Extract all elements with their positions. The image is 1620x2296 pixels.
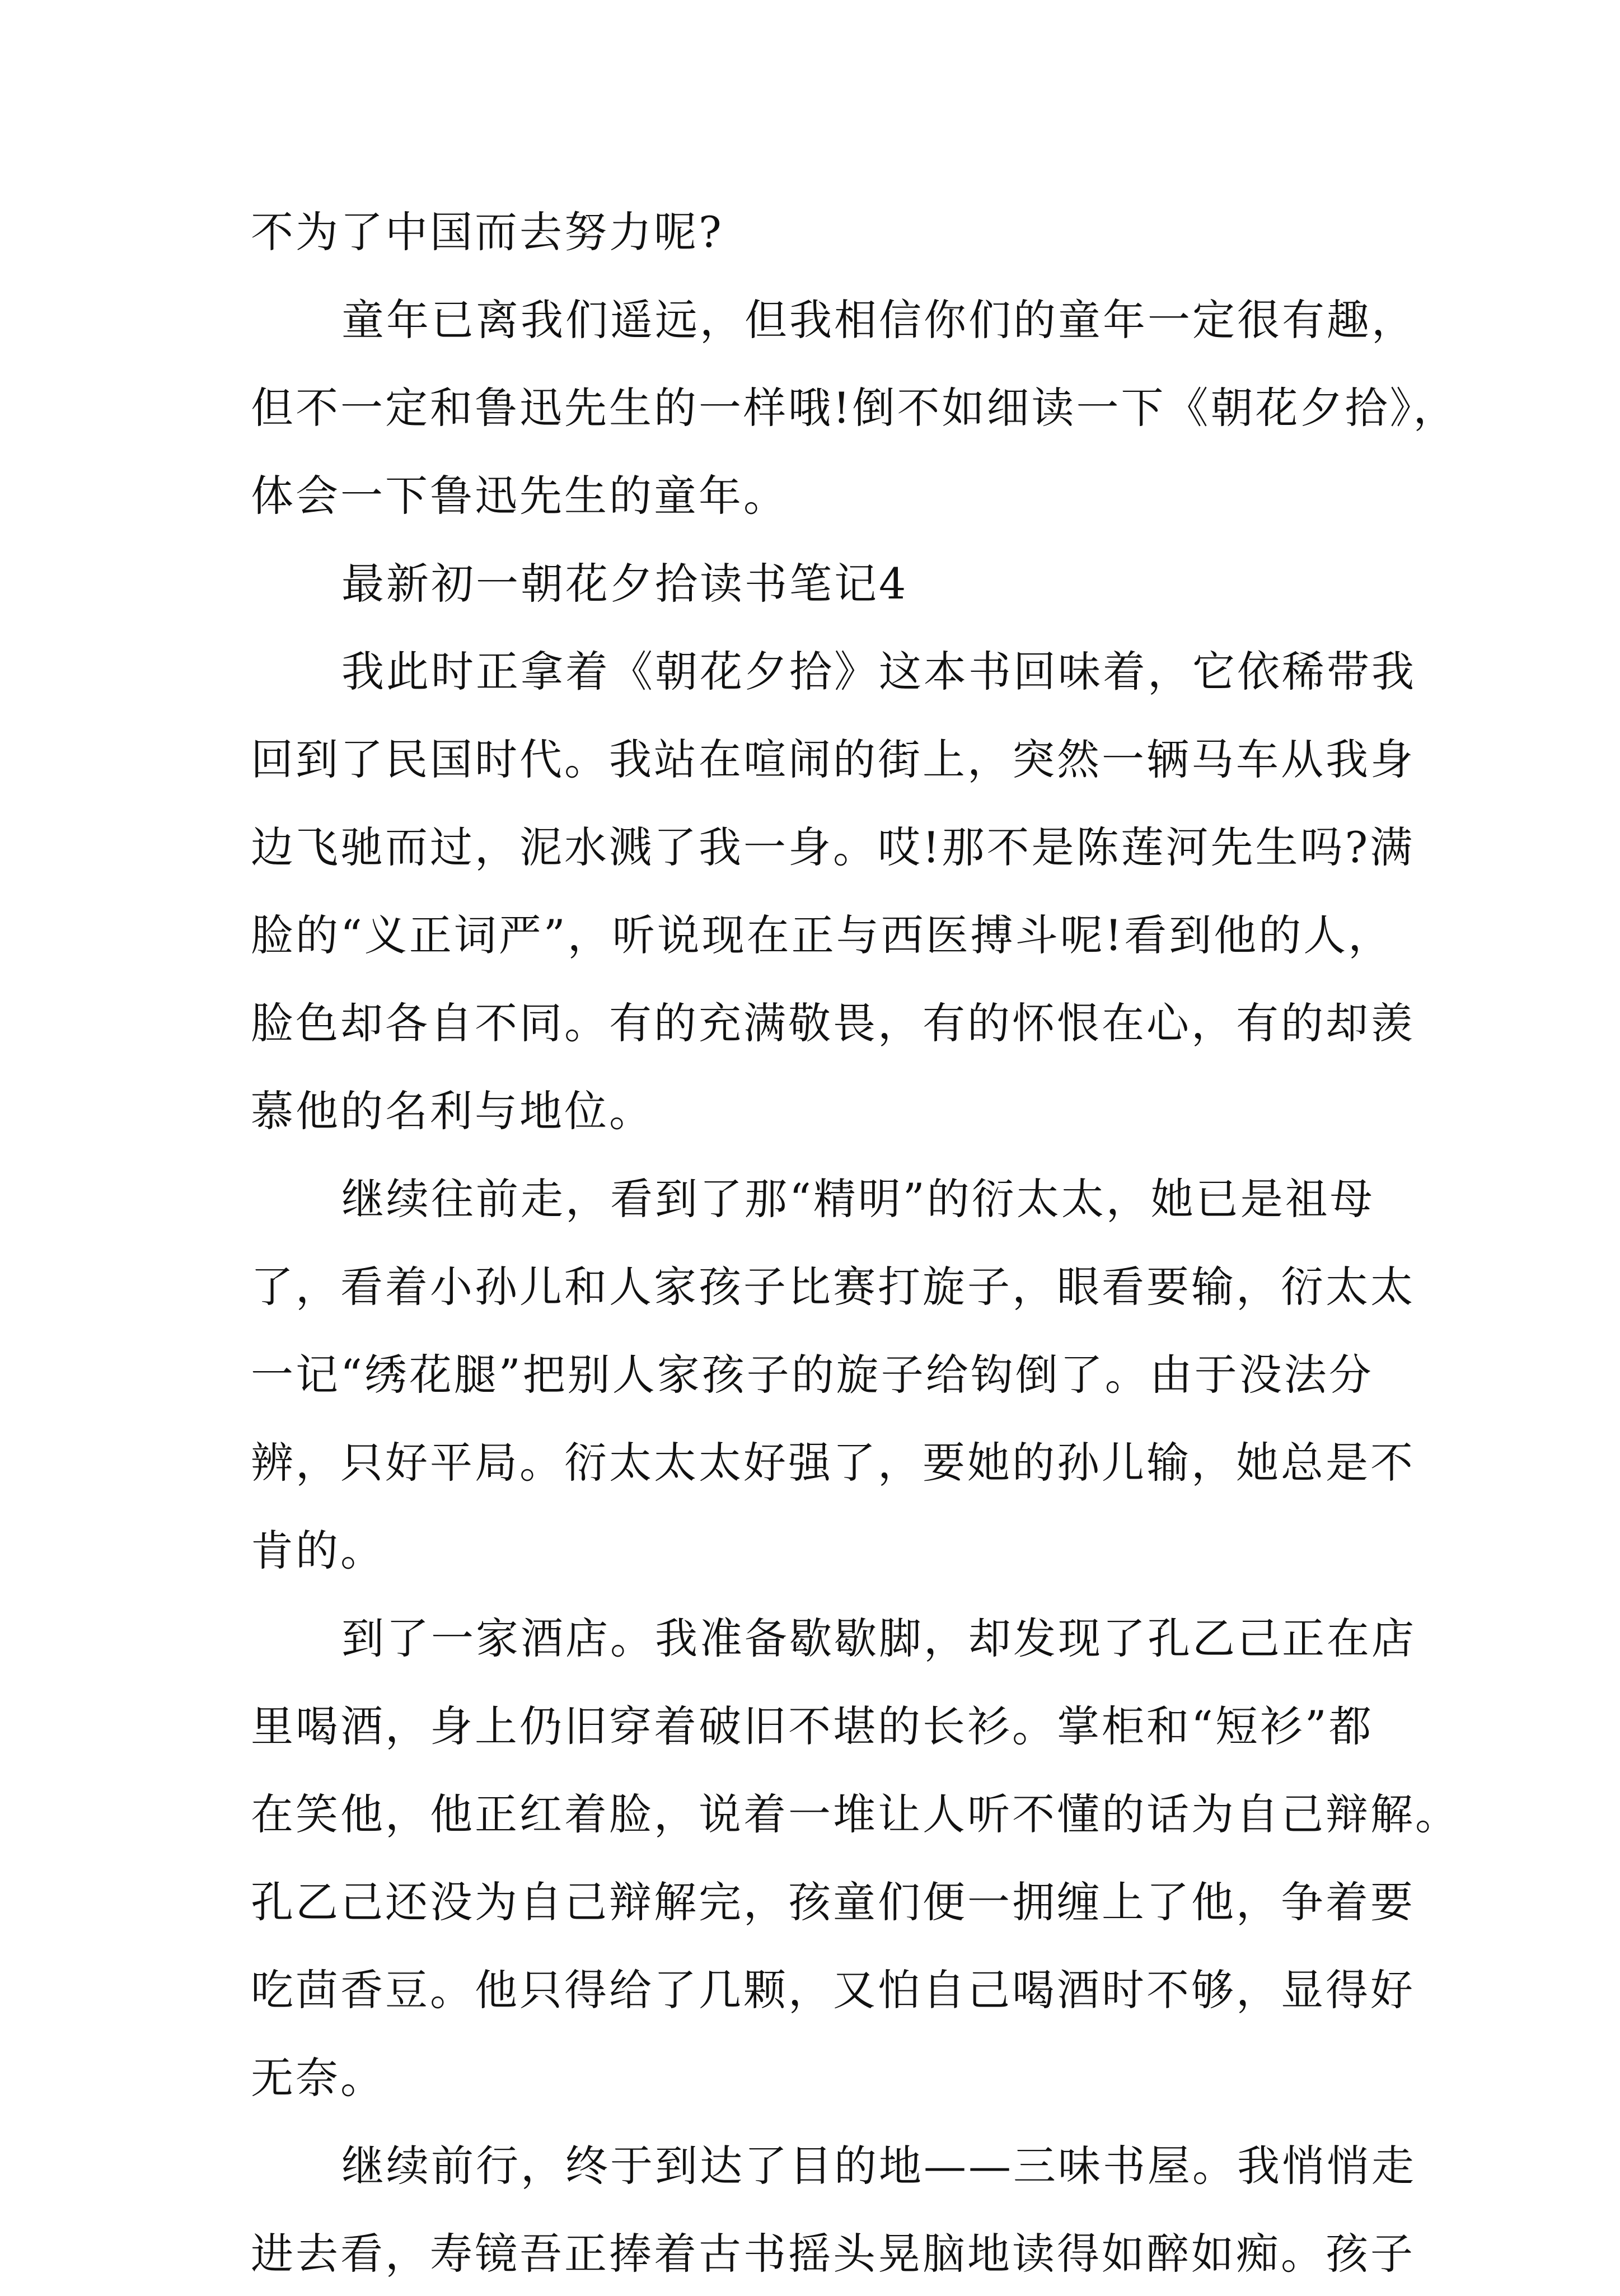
text-line: 脸的“义正词严”，听说现在正与西医搏斗呢!看到他的人， bbox=[251, 910, 1393, 960]
text-line: 辨，只好平局。衍太太太好强了，要她的孙儿输，她总是不 bbox=[251, 1438, 1415, 1488]
text-line: 无奈。 bbox=[251, 2053, 385, 2103]
text-line: 肯的。 bbox=[251, 1526, 385, 1575]
text-line: 进去看，寿镜吾正捧着古书摇头晃脑地读得如醉如痴。孩子 bbox=[251, 2229, 1415, 2279]
paragraph-first-line: 童年已离我们遥远，但我相信你们的童年一定很有趣， bbox=[341, 295, 1416, 345]
text-line: 脸色却各自不同。有的充满敬畏，有的怀恨在心，有的却羡 bbox=[251, 998, 1415, 1048]
paragraph-first-line: 继续前行，终于到达了目的地——三味书屋。我悄悄走 bbox=[341, 2141, 1416, 2191]
text-line: 在笑他，他正红着脸，说着一堆让人听不懂的话为自己辩解。 bbox=[251, 1789, 1460, 1839]
text-line: 体会一下鲁迅先生的童年。 bbox=[251, 471, 788, 521]
text-line: 孔乙己还没为自己辩解完，孩童们便一拥缠上了他，争着要 bbox=[251, 1877, 1415, 1927]
text-line: 边飞驰而过，泥水溅了我一身。哎!那不是陈莲河先生吗?满 bbox=[251, 822, 1415, 872]
text-line: 不为了中国而去努力呢? bbox=[251, 207, 724, 257]
text-line: 吃茴香豆。他只得给了几颗，又怕自己喝酒时不够，显得好 bbox=[251, 1965, 1415, 2015]
text-line: 慕他的名利与地位。 bbox=[251, 1086, 654, 1136]
paragraph-first-line: 到了一家酒店。我准备歇歇脚，却发现了孔乙己正在店 bbox=[341, 1614, 1416, 1663]
paragraph-first-line: 继续往前走，看到了那“精明”的衍太太，她已是祖母 bbox=[341, 1174, 1375, 1224]
paragraph-first-line: 我此时正拿着《朝花夕拾》这本书回味着，它依稀带我 bbox=[341, 647, 1416, 696]
text-line: 回到了民国时代。我站在喧闹的街上，突然一辆马车从我身 bbox=[251, 735, 1415, 784]
text-line: 了，看着小孙儿和人家孩子比赛打旋子，眼看要输，衍太太 bbox=[251, 1262, 1415, 1312]
text-line: 里喝酒，身上仍旧穿着破旧不堪的长衫。掌柜和“短衫”都 bbox=[251, 1701, 1374, 1751]
text-line: 一记“绣花腿”把别人家孩子的旋子给钩倒了。由于没法分 bbox=[251, 1350, 1374, 1400]
text-line: 但不一定和鲁迅先生的一样哦!倒不如细读一下《朝花夕拾》， bbox=[251, 383, 1458, 433]
section-heading: 最新初一朝花夕拾读书笔记4 bbox=[341, 559, 909, 609]
